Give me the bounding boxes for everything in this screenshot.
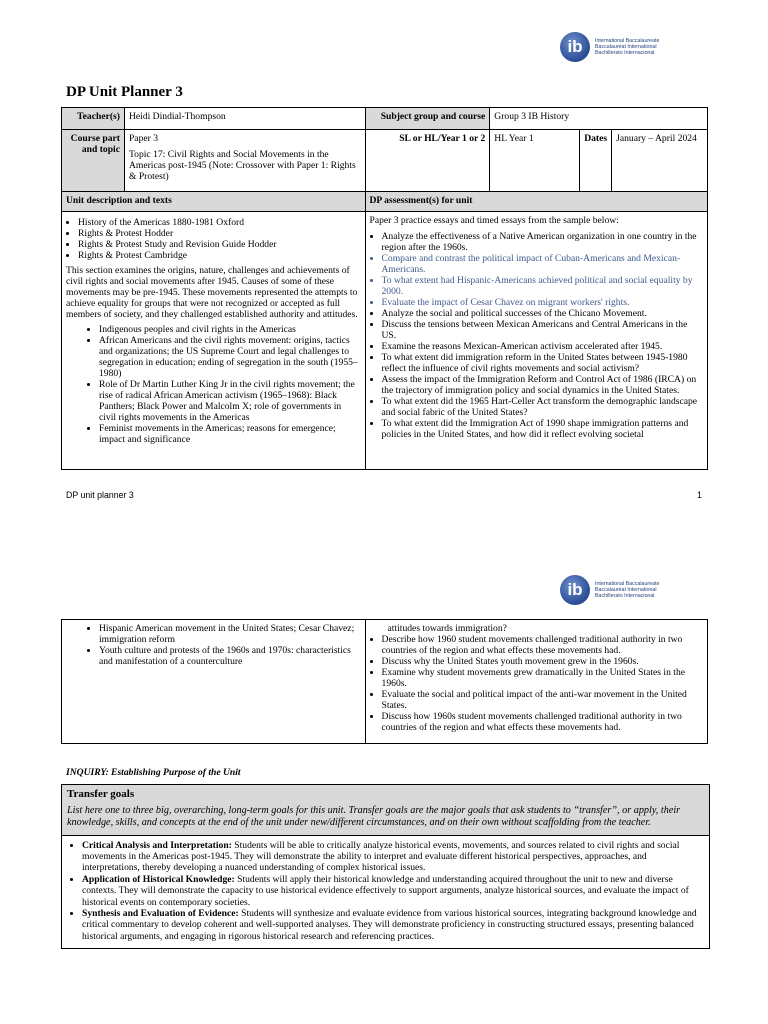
list-item: • Critical Analysis and Interpretation: Students will be able to critically analyze historical events, movements, and sources related to civil rights and social movements in the Americas post-1945. They will demonstrate the ability to interpret and evaluate different historical perspectives, approaches, and interpretations, thereby developing a nuanced understanding of complex historical issues. [82,840,704,874]
transfer-goals-list [62,840,704,943]
course-part-label: Course part and topic [62,130,125,192]
list-item: • Role of Dr Martin Luther King Jr in the civil rights movement; the rise of radical African American activism (1965–1968): Black Panthers; Black Power and Malcolm X; role of governments in civil rights movements in the Americas [99,379,361,423]
list-item: • Evaluate the social and political impact of the anti-war movement in the United States. [382,689,703,711]
assessment-cell [365,212,708,470]
topics-list [66,623,361,667]
list-item: • Examine the reasons Mexican-American activism accelerated after 1945. [382,341,704,352]
teacher-value: Heidi Dindial-Thompson [124,108,365,130]
list-item: • Describe how 1960 student movements challenged traditional authority in two countries of the region and what effects these movements had. [382,634,703,656]
ib-logo-mark: ib [560,32,590,62]
unit-description-cell [62,212,366,470]
assessment-list [370,231,704,440]
assessment-intro: Paper 3 practice essays and timed essays from the sample below: [369,215,619,226]
list-item: • Compare and contrast the political impact of Cuban-Americans and Mexican-Americans. [382,253,704,275]
sl-hl-value: HL Year 1 [490,130,580,192]
list-item: • Youth culture and protests of the 1960s and 1970s: characteristics and manifestation of a counterculture [99,645,361,667]
list-item: • Examine why student movements grew dramatically in the United States in the 1960s. [382,667,703,689]
list-item: • Indigenous peoples and civil rights in the Americas [99,324,361,335]
list-item: • Discuss why the United States youth movement grew in the 1960s. [382,656,703,667]
list-item: • To what extent had Hispanic-Americans achieved political and social equality by 2000. [382,275,704,297]
list-item: • Rights & Protest Cambridge [78,250,361,261]
unit-planner-table [61,107,708,470]
list-item: • History of the Americas 1880-1981 Oxford [78,217,361,228]
list-item: • To what extent did the 1965 Hart-Celler Act transform the demographic landscape and social fabric of the United States? [382,396,704,418]
ib-logo-text: International Baccalaureate Baccalauréat International Bachillerato Internacional [595,37,660,57]
list-item: • To what extent did immigration reform in the United States between 1945-1980 reflect the influence of civil rights movements and social activism? [382,352,704,374]
list-item: • Rights & Protest Study and Revision Guide Hodder [78,239,361,250]
subject-value: Group 3 IB History [490,108,708,130]
ib-logo [560,575,660,605]
page-number: 1 [697,490,702,500]
list-item: • African Americans and the civil rights movement: origins, tactics and organizations; the US Supreme Court and legal challenges to segregation in education; ending of segregation in the south (1955–1980) [99,335,361,379]
list-item: • Analyze the social and political successes of the Chicano Movement. [382,308,704,319]
ib-logo-mark: ib [560,575,590,605]
transfer-goals-header [62,785,709,836]
assessment-cell-continued: attitudes towards immigration? • Describe how 1960 student movements challenged traditional authority in two countries of the region and what effects these movements had. • Discuss why the United States youth movement grew in the 1960s. • Examine why student movements grew dramatically in the United States in the 1960s. • Evaluate the social and political impact of the anti-war movement in the United States. • Discuss how 1960s student movements challenged traditional authority in two countries of the region and what effects these movements had. [365,620,707,744]
teacher-label: Teacher(s) [62,108,125,130]
list-item: • Feminist movements in the Americas; reasons for emergence; impact and significance [99,423,361,445]
list-item: • Discuss the tensions between Mexican Americans and Central Americans in the US. [382,319,704,341]
dates-label: Dates [580,130,612,192]
footer-label: DP unit planner 3 [66,490,134,500]
dates-value: January – April 2024 [612,130,708,192]
list-item: • Evaluate the impact of Cesar Chavez on migrant workers' rights. [382,297,704,308]
list-item: • Synthesis and Evaluation of Evidence: Students will synthesize and evaluate evidence from various historical sources, integrating background knowledge and critical commentary to develop coherent and well-supported analyses. They will demonstrate proficiency in constructing structured essays, presenting balanced historical arguments, and engaging in rigorous historical research and referencing practices. [82,908,704,942]
texts-list [66,217,361,261]
subject-label: Subject group and course [365,108,490,130]
list-item: • Assess the impact of the Immigration Reform and Control Act of 1986 (IRCA) on the trajectory of immigration policy and social dynamics in the United States. [382,374,704,396]
course-part-value: Paper 3 Topic 17: Civil Rights and Social Movements in the Americas post-1945 (Note: Crossover with Paper 1: Rights & Protest) [124,130,365,192]
unit-description-paragraph: This section examines the origins, nature, challenges and achievements of civil rights and social movements after 1945. Causes of some of these movements may be pre-1945. These movements represented the attempts to achieve equality for groups that were not recognized or accepted as full members of society, and they challenged established authority and attitudes. [66,265,358,320]
transfer-goals-description: List here one to three big, overarching, long-term goals for this unit. Transfer goals are the major goals that ask students to “transfer”, or apply, their knowledge, skills, and concepts at the end of the unit under new/different circumstances, and on their own without scaffolding from the teacher. [67,804,681,829]
ib-logo [560,32,660,62]
sl-hl-label: SL or HL/Year 1 or 2 [365,130,490,192]
inquiry-heading: INQUIRY: Establishing Purpose of the Unit [66,767,241,778]
list-item: • To what extent did the Immigration Act of 1990 shape immigration patterns and policies in the United States, and how did it reflect evolving societal [382,418,704,440]
transfer-goals-title: Transfer goals [67,788,135,800]
page-title: DP Unit Planner 3 [66,84,183,100]
list-item: • Rights & Protest Hodder [78,228,361,239]
assessment-list [370,634,703,733]
unit-planner-table-continued [61,619,708,744]
transfer-goals-box [61,784,710,949]
list-item: • Analyze the effectiveness of a Native American organization in one country in the region after the 1960s. [382,231,704,253]
list-item: • Discuss how 1960s student movements challenged traditional authority in two countries of the region and what effects these movements had. [382,711,703,733]
list-item: • Hispanic American movement in the United States; Cesar Chavez; immigration reform [99,623,361,645]
list-item: • Application of Historical Knowledge: Students will apply their historical knowledge and understanding acquired throughout the unit to new and diverse contexts. They will demonstrate the capacity to use historical evidence effectively to support arguments, analyze historical sources, and evaluate the impact of historical events on contemporary societies. [82,874,704,908]
ib-logo-text: International Baccalaureate Baccalauréat International Bachillerato Internacional [595,580,660,600]
unit-description-label: Unit description and texts [62,192,366,212]
unit-description-cell-continued [62,620,366,744]
topics-list [66,324,361,445]
assessment-label: DP assessment(s) for unit [365,192,708,212]
